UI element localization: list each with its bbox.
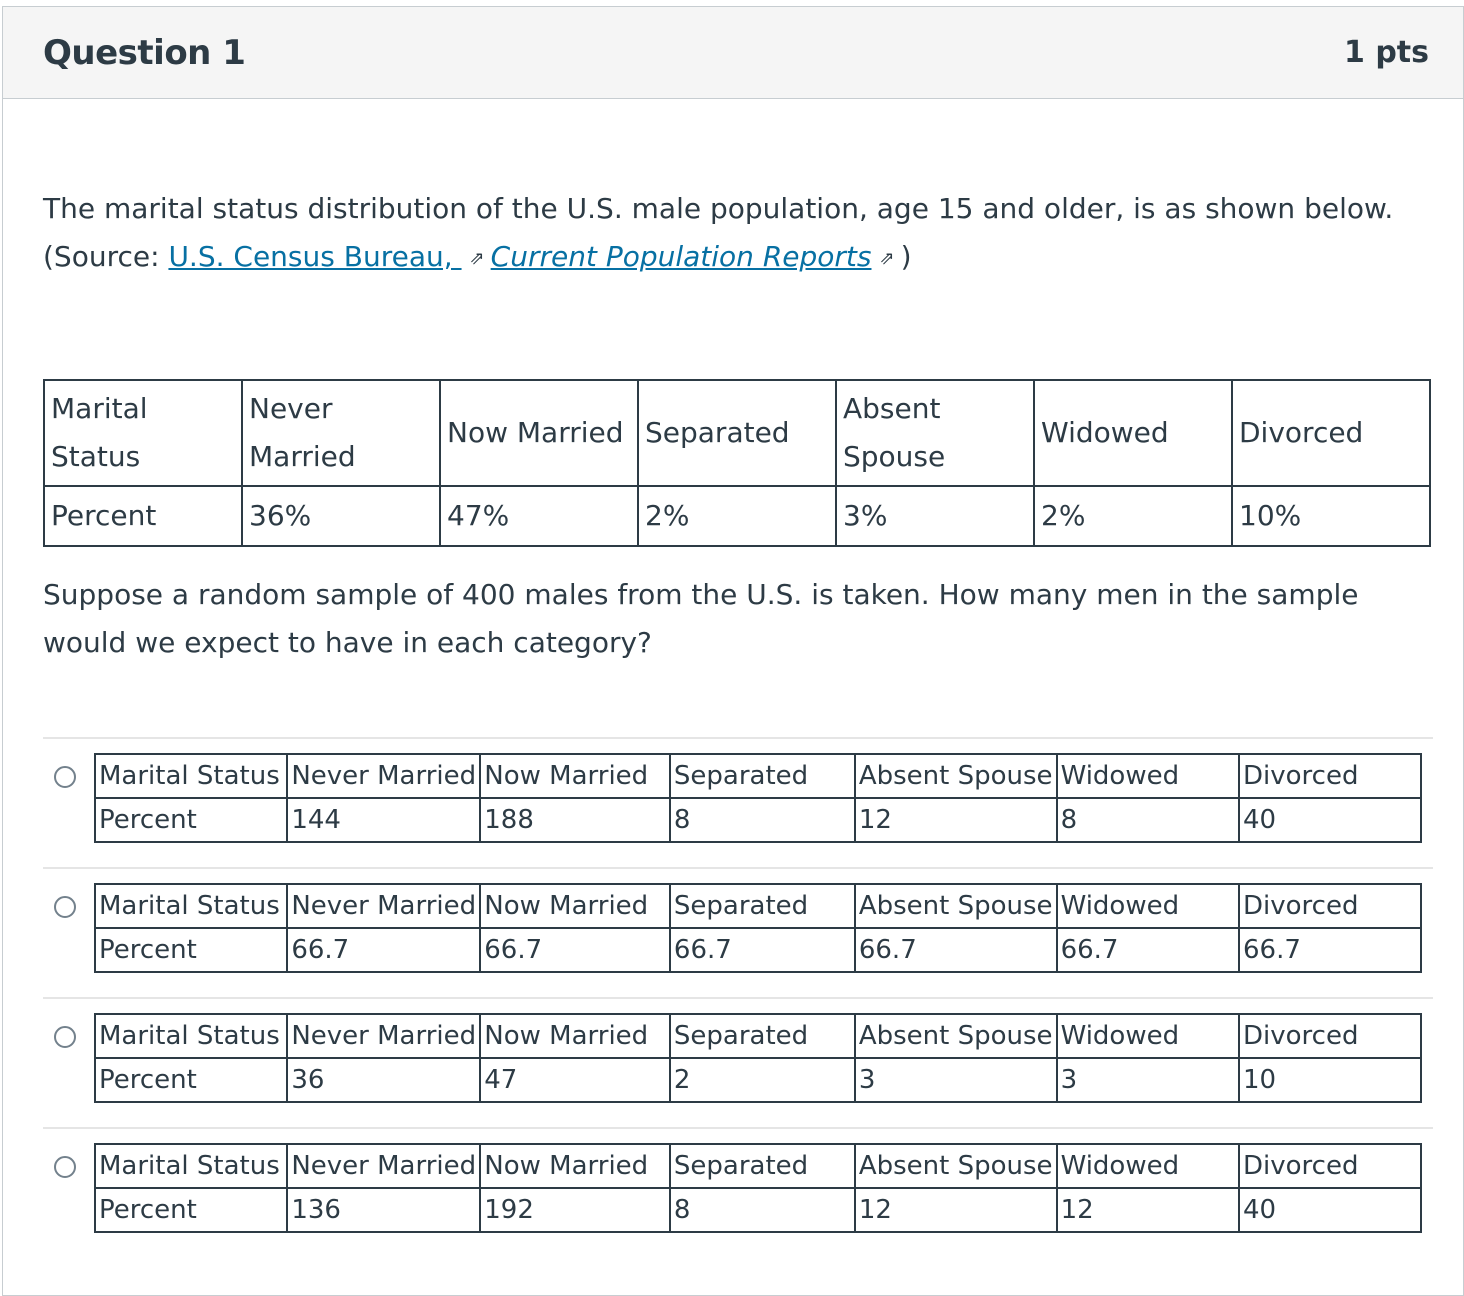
table-header-cell: Marital Status	[95, 884, 287, 928]
table-cell: 40	[1239, 798, 1421, 842]
table-header-cell: Marital Status	[95, 1014, 287, 1058]
table-cell: Percent	[44, 486, 242, 546]
table-header-cell: Widowed	[1057, 1144, 1239, 1188]
radio-button[interactable]	[54, 766, 76, 788]
table-header-cell: Divorced	[1239, 1144, 1421, 1188]
answer-option-3[interactable]	[43, 997, 1433, 1127]
external-link-icon: ⇗	[879, 248, 895, 269]
table-header-cell: Separated	[670, 754, 855, 798]
table-cell: 12	[855, 798, 1057, 842]
question-points: 1 pts	[1344, 35, 1429, 70]
distribution-table	[43, 379, 1431, 547]
table-cell: 66.7	[1057, 928, 1239, 972]
table-cell: 66.7	[287, 928, 480, 972]
table-cell: 136	[287, 1188, 480, 1232]
table-cell: 10%	[1232, 486, 1430, 546]
table-cell: 8	[670, 1188, 855, 1232]
table-cell: 3	[855, 1058, 1057, 1102]
answer-header-row	[95, 1144, 1421, 1188]
table-cell: Percent	[95, 1058, 287, 1102]
table-cell: 188	[480, 798, 670, 842]
table-header-cell: Never Married	[287, 1014, 480, 1058]
distribution-value-row	[44, 486, 1430, 546]
table-header-cell: Widowed	[1034, 380, 1232, 486]
table-header-cell: Divorced	[1239, 884, 1421, 928]
table-header-cell: Widowed	[1057, 754, 1239, 798]
table-cell: 12	[855, 1188, 1057, 1232]
table-cell: 10	[1239, 1058, 1421, 1102]
answer-value-row	[95, 928, 1421, 972]
external-link-icon: ⇗	[469, 248, 485, 269]
table-cell: 8	[1057, 798, 1239, 842]
table-header-cell: Widowed	[1057, 884, 1239, 928]
table-header-cell: Absent Spouse	[855, 1014, 1057, 1058]
question-title: Question 1	[43, 32, 246, 73]
answer-option-1[interactable]	[43, 737, 1433, 867]
table-header-cell: Absent Spouse	[855, 754, 1057, 798]
table-header-cell: Never Married	[287, 884, 480, 928]
table-cell: Percent	[95, 1188, 287, 1232]
table-header-cell: Separated	[670, 1144, 855, 1188]
radio-button[interactable]	[54, 1156, 76, 1178]
table-header-cell: Never Married	[287, 754, 480, 798]
table-cell: 192	[480, 1188, 670, 1232]
table-header-cell: Marital Status	[44, 380, 242, 486]
answer-table	[94, 1143, 1422, 1233]
table-header-cell: Now Married	[440, 380, 638, 486]
distribution-header-row	[44, 380, 1430, 486]
table-header-cell: Now Married	[480, 754, 670, 798]
table-cell: 2%	[638, 486, 836, 546]
table-cell: 144	[287, 798, 480, 842]
table-header-cell: Separated	[670, 884, 855, 928]
table-cell: 36	[287, 1058, 480, 1102]
stem-text: The marital status distribution of the U.S. male population, age 15 and older, is as shown below.	[43, 192, 1394, 225]
source-prefix: (Source:	[43, 240, 169, 273]
table-cell: 66.7	[1239, 928, 1421, 972]
table-header-cell: Marital Status	[95, 1144, 287, 1188]
answer-header-row	[95, 884, 1421, 928]
table-cell: 47%	[440, 486, 638, 546]
answer-header-row	[95, 1014, 1421, 1058]
table-header-cell: Marital Status	[95, 754, 287, 798]
table-cell: 3%	[836, 486, 1034, 546]
answer-option-2[interactable]	[43, 867, 1433, 997]
table-cell: 2%	[1034, 486, 1232, 546]
table-cell: 40	[1239, 1188, 1421, 1232]
table-header-cell: Now Married	[480, 884, 670, 928]
table-header-cell: Divorced	[1239, 754, 1421, 798]
table-cell: 36%	[242, 486, 440, 546]
table-cell: 47	[480, 1058, 670, 1102]
table-cell: 66.7	[670, 928, 855, 972]
table-cell: 66.7	[855, 928, 1057, 972]
table-header-cell: Separated	[670, 1014, 855, 1058]
table-header-cell: Absent Spouse	[836, 380, 1034, 486]
answer-option-4[interactable]	[43, 1127, 1433, 1257]
source-suffix: )	[900, 240, 912, 273]
table-header-cell: Divorced	[1239, 1014, 1421, 1058]
census-bureau-link[interactable]: U.S. Census Bureau,	[168, 240, 462, 273]
table-header-cell: Now Married	[480, 1144, 670, 1188]
answer-header-row	[95, 754, 1421, 798]
table-header-cell: Widowed	[1057, 1014, 1239, 1058]
table-header-cell: Separated	[638, 380, 836, 486]
answer-value-row	[95, 1188, 1421, 1232]
answer-value-row	[95, 798, 1421, 842]
table-cell: Percent	[95, 928, 287, 972]
table-header-cell: Now Married	[480, 1014, 670, 1058]
radio-button[interactable]	[54, 896, 76, 918]
radio-button[interactable]	[54, 1026, 76, 1048]
population-reports-link[interactable]: Current Population Reports	[490, 240, 872, 273]
answer-table	[94, 1013, 1422, 1103]
table-cell: 2	[670, 1058, 855, 1102]
table-cell: 8	[670, 798, 855, 842]
answer-table	[94, 883, 1422, 973]
table-cell: 12	[1057, 1188, 1239, 1232]
table-header-cell: Absent Spouse	[855, 884, 1057, 928]
question-card	[2, 6, 1464, 1296]
table-header-cell: Absent Spouse	[855, 1144, 1057, 1188]
question-header	[3, 7, 1463, 99]
table-header-cell: Never Married	[242, 380, 440, 486]
table-cell: 3	[1057, 1058, 1239, 1102]
table-header-cell: Divorced	[1232, 380, 1430, 486]
answer-list	[43, 737, 1433, 1257]
table-cell: Percent	[95, 798, 287, 842]
question-stem	[43, 185, 1433, 283]
answer-table	[94, 753, 1422, 843]
question-prompt: Suppose a random sample of 400 males from the U.S. is taken. How many men in the sample would we expect to have in each category?	[43, 578, 1359, 659]
answer-value-row	[95, 1058, 1421, 1102]
table-cell: 66.7	[480, 928, 670, 972]
table-header-cell: Never Married	[287, 1144, 480, 1188]
